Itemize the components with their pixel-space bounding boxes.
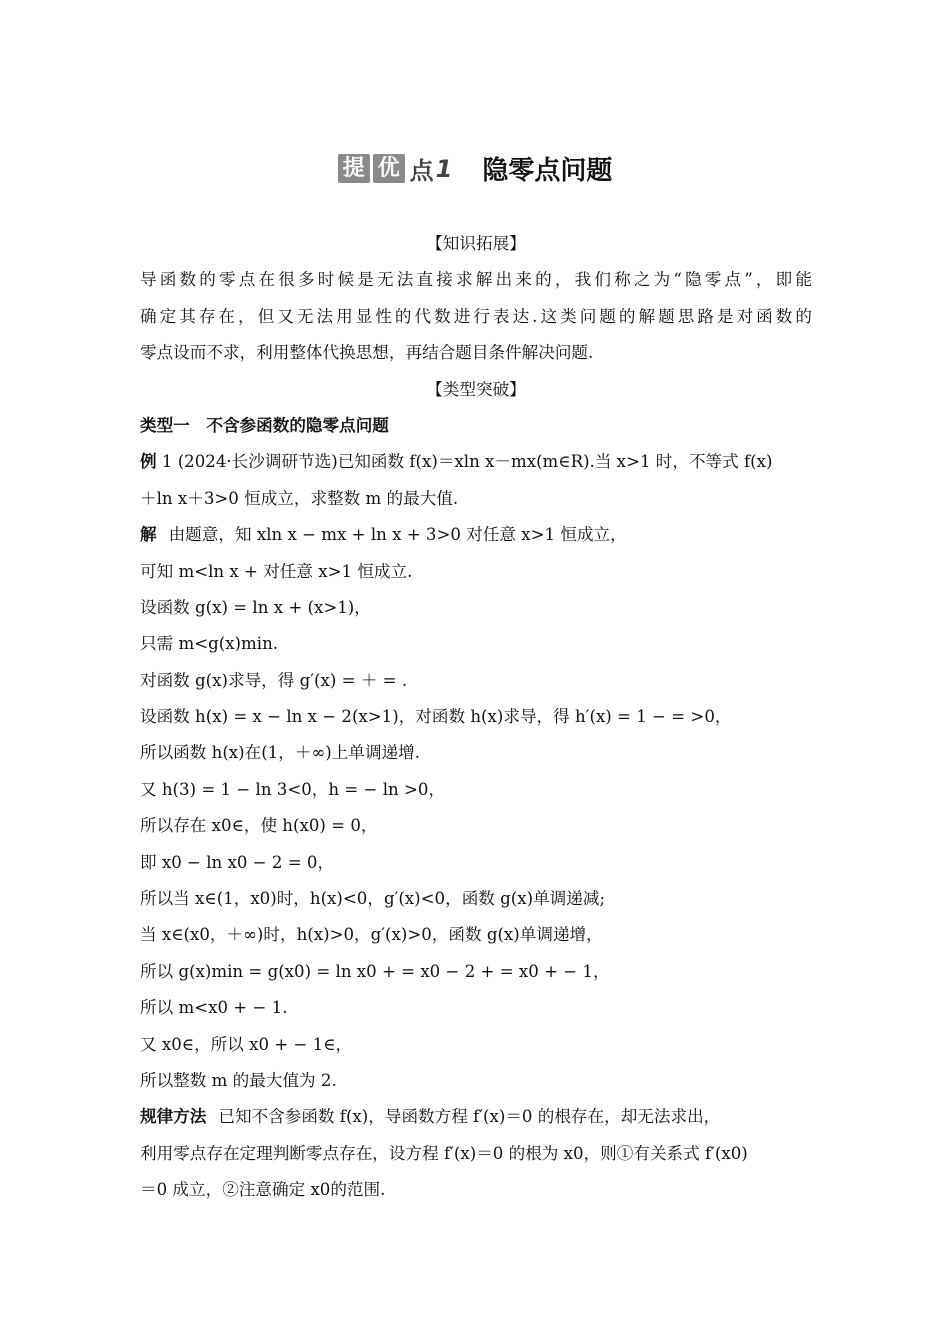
type-1-title: 类型一 不含参函数的隐零点问题 bbox=[140, 415, 389, 435]
types-heading: 【类型突破】 bbox=[426, 379, 526, 399]
method-line-1 bbox=[140, 1099, 812, 1135]
solution-line-7: 所以函数 h(x)在(1，＋∞)上单调递增. bbox=[140, 743, 420, 763]
solution-line-4: 只需 m<g(x)min. bbox=[140, 634, 279, 654]
knowledge-line-1: 导函数的零点在很多时候是无法直接求解出来的，我们称之为“隐零点”，即能 bbox=[140, 270, 812, 290]
solution-line-6: 设函数 h(x) = x − ln x − 2(x>1)，对函数 h(x)求导，得 h′(x) = 1 − = >0， bbox=[140, 707, 732, 727]
title-badge-ti: 提 bbox=[338, 154, 370, 183]
example-line-1 bbox=[140, 444, 812, 480]
knowledge-line-3: 零点设而不求，利用整体代换思想，再结合题目条件解决问题. bbox=[140, 343, 594, 363]
method-line-3: ＝0 成立，②注意确定 x0的范围. bbox=[140, 1180, 386, 1200]
knowledge-heading: 【知识拓展】 bbox=[426, 234, 526, 253]
solution-line-15: 又 x0∈，所以 x0 + − 1∈， bbox=[140, 1034, 353, 1054]
page-title: 隐零点问题 bbox=[482, 156, 613, 186]
knowledge-line-2: 确定其存在，但又无法用显性的代数进行表达.这类问题的解题思路是对函数的 bbox=[140, 306, 812, 326]
solution-text-1: 由题意，知 xln x − mx + ln x + 3>0 对任意 x>1 恒成立， bbox=[168, 525, 627, 545]
title-badge-point: 点 bbox=[409, 157, 434, 185]
solution-label: 解 bbox=[140, 525, 157, 545]
example-text-1: 1 (2024·长沙调研节选)已知函数 f(x)＝xln x－mx(m∈R).当 x>1 时，不等式 f(x) bbox=[161, 452, 773, 472]
solution-line-3: 设函数 g(x) = ln x + (x>1)， bbox=[140, 597, 371, 617]
solution-line-2: 可知 m<ln x + 对任意 x>1 恒成立. bbox=[140, 561, 413, 581]
section-title bbox=[0, 150, 950, 187]
example-label: 例 bbox=[140, 452, 157, 472]
solution-line-8: 又 h(3) = 1 − ln 3<0，h = − ln >0， bbox=[140, 779, 446, 799]
solution-line-12: 当 x∈(x0，＋∞)时，h(x)>0，g′(x)>0，函数 g(x)单调递增， bbox=[140, 925, 603, 945]
solution-line-9: 所以存在 x0∈，使 h(x0) = 0， bbox=[140, 816, 378, 836]
solution-line-5: 对函数 g(x)求导，得 g′(x) = ＋ = . bbox=[140, 670, 408, 690]
title-badge-number: 1 bbox=[435, 154, 453, 183]
method-label: 规律方法 bbox=[140, 1107, 207, 1127]
method-line-2: 利用零点存在定理判断零点存在，设方程 f′(x)＝0 的根为 x0，则①有关系式 f′(x0) bbox=[140, 1143, 748, 1163]
solution-line-14: 所以 m<x0 + − 1. bbox=[140, 998, 288, 1018]
solution-line-10: 即 x0 − ln x0 − 2 = 0， bbox=[140, 852, 335, 872]
solution-line-11: 所以当 x∈(1，x0)时，h(x)<0，g′(x)<0，函数 g(x)单调递减; bbox=[140, 889, 606, 909]
solution-line-13: 所以 g(x)min = g(x0) = ln x0 + = x0 − 2 + = x0 + − 1， bbox=[140, 961, 610, 981]
solution-line-1 bbox=[140, 517, 812, 553]
document-body bbox=[140, 226, 812, 1209]
title-badge-you: 优 bbox=[373, 154, 405, 183]
method-text-1: 已知不含参函数 f(x)，导函数方程 f′(x)＝0 的根存在，却无法求出， bbox=[218, 1107, 721, 1127]
solution-line-16: 所以整数 m 的最大值为 2. bbox=[140, 1070, 337, 1090]
example-line-2: ＋ln x＋3>0 恒成立，求整数 m 的最大值. bbox=[140, 488, 459, 508]
